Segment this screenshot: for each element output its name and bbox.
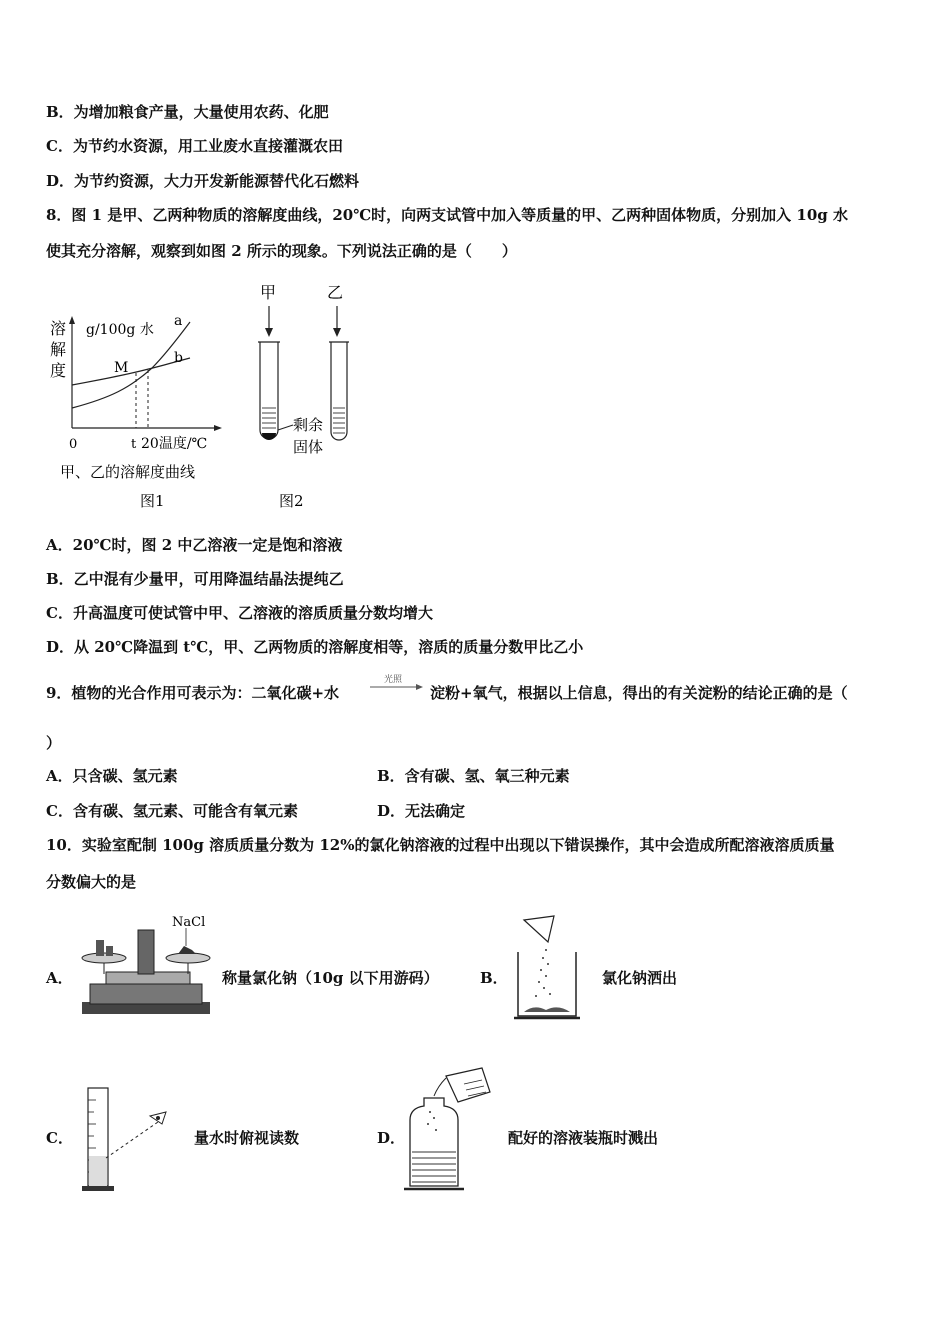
fig2-caption: 图2	[279, 492, 304, 510]
q7-option-c: C．为节约水资源，用工业废水直接灌溉农田	[46, 137, 343, 155]
q10-stem-line2: 分数偏大的是	[46, 873, 137, 891]
fig2-tube-a-liquid	[262, 408, 276, 428]
balance-weight-2	[106, 946, 113, 956]
q8-option-c: C．升高温度可使试管中甲、乙溶液的溶质质量分数均增大	[46, 604, 433, 622]
figure-1-solubility-chart	[40, 300, 240, 515]
q10-cylinder-illustration	[78, 1084, 178, 1196]
q7-option-b: B．为增加粮食产量，大量使用农药、化肥	[46, 103, 329, 121]
beaker-outline	[518, 952, 576, 1016]
q10-balance-illustration	[76, 910, 216, 1020]
paper-funnel	[524, 916, 554, 942]
q10-option-a-text: 称量氯化钠（10g 以下用游码）	[222, 969, 439, 987]
q10-option-c-letter: C．	[46, 1129, 73, 1147]
beaker-salt-pile	[524, 1007, 570, 1012]
q10-stem-line1: 10．实验室配制 100g 溶质质量分数为 12%的氯化钠溶液的过程中出现以下错误操作，其中会造成所配溶液溶质质量	[46, 836, 835, 854]
fig1-point-m: M	[114, 360, 129, 376]
q9-option-b: B．含有碳、氢、氧三种元素	[377, 767, 570, 785]
q7-option-d: D．为节约资源，大力开发新能源替代化石燃料	[46, 172, 360, 190]
figure-2-test-tubes	[245, 280, 375, 515]
balance-pillar	[138, 930, 154, 974]
q10-option-c-text: 量水时俯视读数	[194, 1129, 300, 1147]
fig1-ylabel-2: 解	[50, 340, 67, 359]
q8-stem-line1: 8．图 1 是甲、乙两种物质的溶解度曲线，20℃时，向两支试管中加入等质量的甲、乙两种固体物质，分别加入 10g 水	[46, 206, 848, 224]
q10-option-d-letter: D．	[377, 1129, 406, 1147]
q8-option-b: B．乙中混有少量甲，可用降温结晶法提纯乙	[46, 570, 344, 588]
fig1-subtitle: 甲、乙的溶解度曲线	[60, 463, 196, 481]
q9-arrow-head	[416, 684, 423, 690]
fig2-tube-a	[260, 342, 278, 439]
fig1-ylabel-3: 度	[50, 361, 67, 380]
q10-option-b-text: 氯化钠洒出	[602, 969, 678, 987]
fig1-caption: 图1	[140, 492, 165, 510]
q8-option-a: A．20℃时，图 2 中乙溶液一定是饱和溶液	[46, 536, 343, 554]
fig1-x-label: 20温度/℃	[141, 436, 208, 452]
q9-option-a: A．只含碳、氢元素	[46, 767, 178, 785]
q8-option-d: D．从 20℃降温到 t℃，甲、乙两物质的溶解度相等，溶质的质量分数甲比乙小	[46, 638, 584, 656]
fig2-arrow-b-head	[333, 328, 341, 337]
fig1-x-arrow	[214, 425, 222, 431]
fig2-tube-b-liquid	[333, 408, 345, 433]
sight-line	[106, 1122, 158, 1158]
fig1-origin: 0	[69, 437, 78, 452]
fig1-curve-b	[72, 358, 190, 385]
fig1-ylabel-1: 溶	[50, 319, 67, 338]
q10-option-d-text: 配好的溶液装瓶时溅出	[508, 1129, 659, 1147]
fig1-y-arrow	[69, 316, 75, 324]
balance-weight-1	[96, 940, 104, 956]
q9-stem-part2: 淀粉+氧气，根据以上信息，得出的有关淀粉的结论正确的是（	[430, 684, 848, 702]
q9-option-d: D．无法确定	[377, 802, 466, 820]
q8-stem-line2: 使其充分溶解，观察到如图 2 所示的现象。下列说法正确的是（ ）	[46, 242, 517, 260]
q10-option-b-letter: B．	[480, 969, 508, 987]
q10-pouring-illustration	[402, 1062, 502, 1200]
balance-right-pan	[166, 953, 210, 963]
fig2-arrow-a-head	[265, 328, 273, 337]
fig2-residue-label-1: 剩余	[293, 416, 324, 434]
liquid-stream	[434, 1078, 446, 1096]
pouring-beaker	[446, 1068, 490, 1102]
balance-base	[90, 984, 202, 1004]
reagent-bottle	[410, 1098, 458, 1186]
fig2-tube-b	[331, 342, 347, 440]
fig1-curve-b-label: b	[174, 350, 183, 366]
fig2-tube-b-label: 乙	[327, 283, 344, 302]
q9-stem-close: ）	[46, 734, 62, 752]
q9-reaction-arrow	[368, 672, 424, 698]
fig1-tick-t: t	[131, 437, 137, 452]
falling-salt-grains	[535, 949, 551, 997]
fig2-residue-pointer	[278, 425, 293, 430]
q10-option-a-letter: A．	[46, 969, 73, 987]
fig1-unit-label: g/100g 水	[86, 322, 154, 338]
q10-nacl-label: NaCl	[172, 915, 206, 930]
fig2-residue-label-2: 固体	[293, 438, 324, 456]
fig2-residue-solid	[262, 433, 276, 440]
fig2-tube-a-label: 甲	[260, 283, 277, 302]
eye-pupil	[156, 1116, 160, 1120]
balance-nacl-sample	[178, 946, 196, 954]
fig1-curve-a-label: a	[174, 313, 183, 329]
cylinder-water	[89, 1156, 107, 1186]
q10-spill-beaker-illustration	[510, 912, 590, 1024]
q9-stem-part1: 9．植物的光合作用可表示为：二氧化碳+水	[46, 684, 340, 702]
q9-option-c: C．含有碳、氢元素、可能含有氧元素	[46, 802, 298, 820]
cylinder-foot	[82, 1186, 114, 1191]
q9-arrow-label: 光照	[384, 675, 403, 685]
